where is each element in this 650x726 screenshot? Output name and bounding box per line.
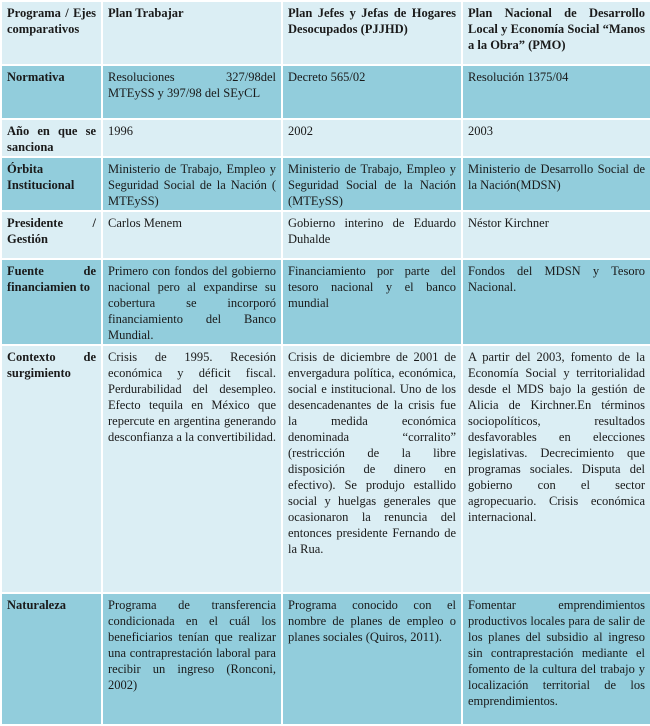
row-financiamiento: [1, 259, 650, 345]
cell-plan-trabajar: Carlos Menem: [102, 211, 282, 259]
row-label: Naturaleza: [1, 593, 102, 725]
cell-pmo: Fondos del MDSN y Tesoro Nacional.: [462, 259, 650, 345]
row-orbita: [1, 157, 650, 211]
cell-pjjhd: Crisis de diciembre de 2001 de envergadura política, económica, social e institucional. Uno de los desencadenantes de la crisis fue la medida económica denominada “corralito” (restricción de la libre disposición de dinero en efectivo). Se produjo estallido social y huelgas generales que ocasionaron la renuncia del entonces presidente Fernando de la Rua.: [282, 345, 462, 593]
cell-plan-trabajar: Resoluciones 327/98del MTEySS y 397/98 del SEyCL: [102, 65, 282, 119]
cell-pjjhd: Programa conocido con el nombre de planes de empleo o planes sociales (Quiros, 2011).: [282, 593, 462, 725]
cell-plan-trabajar: Ministerio de Trabajo, Empleo y Seguridad Social de la Nación ( MTEySS): [102, 157, 282, 211]
row-label: Presidente / Gestión: [1, 211, 102, 259]
row-anio: [1, 119, 650, 157]
cell-pmo: Fomentar emprendimientos productivos locales para de salir de los planes del subsidio al ingreso sin contraprestación mediante el fomento de la cultura del trabajo y localización territorial de los emprendimientos.: [462, 593, 650, 725]
cell-pmo: A partir del 2003, fomento de la Economía Social y territorialidad desde el MDS bajo la gestión de Alicia de Kirchner.En términos sociopolíticos, resultados desfavorables en elecciones legislativas. Decrecimiento que programas sociales. Disputa del gobierno con el sector agropecuario. Crisis económica internacional.: [462, 345, 650, 593]
row-presidente: [1, 211, 650, 259]
row-contexto: [1, 345, 650, 593]
cell-plan-trabajar: 1996: [102, 119, 282, 157]
header-row: [1, 1, 650, 65]
cell-plan-trabajar: Programa de transferencia condicionada en el cuál los beneficiarios tenían que realizar una contraprestación laboral para recibir un ingreso (Ronconi, 2002): [102, 593, 282, 725]
cell-plan-trabajar: Primero con fondos del gobierno nacional pero al expandirse su cobertura se incorporó financiamiento del Banco Mundial.: [102, 259, 282, 345]
cell-pjjhd: Gobierno interino de Eduardo Duhalde: [282, 211, 462, 259]
row-label: Año en que se sanciona: [1, 119, 102, 157]
header-axes: Programa / Ejes comparativos: [1, 1, 102, 65]
row-label: Contexto de surgimiento: [1, 345, 102, 593]
row-label: Normativa: [1, 65, 102, 119]
cell-pjjhd: Decreto 565/02: [282, 65, 462, 119]
cell-pmo: Ministerio de Desarrollo Social de la Nación(MDSN): [462, 157, 650, 211]
cell-pmo: Néstor Kirchner: [462, 211, 650, 259]
cell-pjjhd: Financiamiento por parte del tesoro nacional y el banco mundial: [282, 259, 462, 345]
row-normativa: [1, 65, 650, 119]
cell-pjjhd: 2002: [282, 119, 462, 157]
header-plan-trabajar: Plan Trabajar: [102, 1, 282, 65]
row-naturaleza: [1, 593, 650, 725]
header-pmo: Plan Nacional de Desarrollo Local y Economía Social “Manos a la Obra” (PMO): [462, 1, 650, 65]
cell-pjjhd: Ministerio de Trabajo, Empleo y Seguridad Social de la Nación (MTEySS): [282, 157, 462, 211]
row-label: Fuente de financiamien to: [1, 259, 102, 345]
cell-pmo: 2003: [462, 119, 650, 157]
cell-pmo: Resolución 1375/04: [462, 65, 650, 119]
cell-plan-trabajar: Crisis de 1995. Recesión económica y déficit fiscal. Perdurabilidad del desempleo. Efecto tequila en México que repercute en argentina generando desconfianza a la convertibilidad.: [102, 345, 282, 593]
row-label: Órbita Institucional: [1, 157, 102, 211]
header-pjjhd: Plan Jefes y Jefas de Hogares Desocupados (PJJHD): [282, 1, 462, 65]
